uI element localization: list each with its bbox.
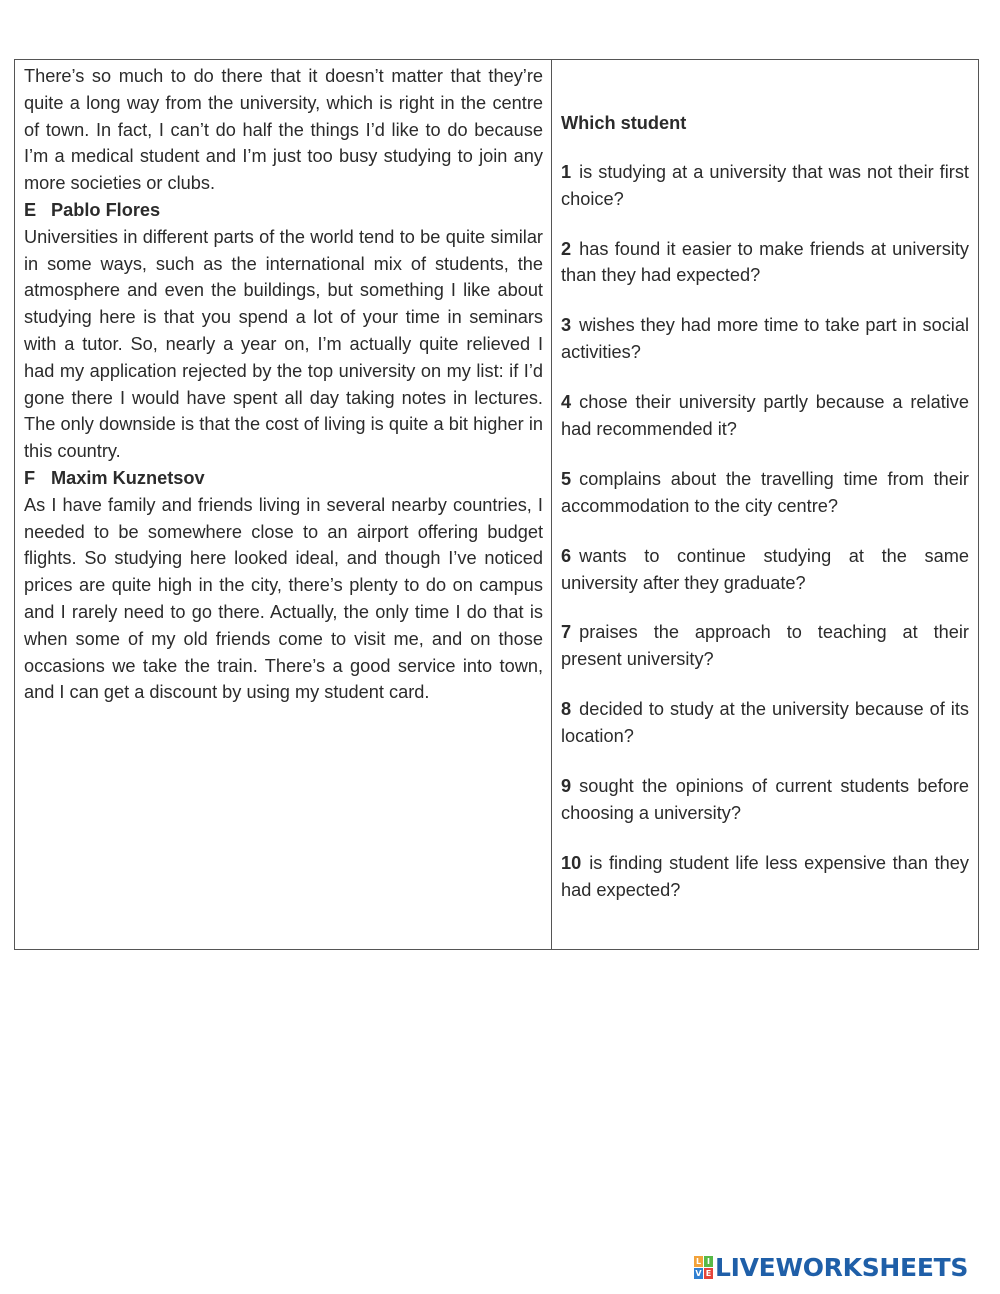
reading-table [14,59,979,950]
question-4 [561,389,969,443]
question-number: 4 [561,392,572,413]
question-3 [561,312,969,366]
question-text: complains about the travelling time from their accommodation to the city centre? [561,468,969,516]
questions-column [552,60,978,949]
question-text: decided to study at the university because of its location? [561,699,969,747]
speaker-e-name: Pablo Flores [51,199,161,220]
logo-mark-l: L [695,1257,702,1266]
question-number: 6 [561,545,572,566]
intro-paragraph: There’s so much to do there that it doesn’t matter that they’re quite a long way from the university, which is right in the centre of town. In fact, I can’t do half the things I’d like to do because I’m a medical student and I’m just too busy studying to join any more societies or clubs. [24,66,543,194]
question-number: 10 [561,852,582,873]
question-5 [561,466,969,520]
question-text: chose their university partly because a relative had recommended it? [561,392,969,439]
question-2 [561,236,969,290]
liveworksheets-logo-text: LIVEWORKSHEETS [715,1253,969,1282]
question-text: is studying at a university that was not their first choice? [561,161,969,209]
speaker-f-letter: F [24,467,36,488]
question-number: 5 [561,468,572,489]
question-text: wants to continue studying at the same university after they graduate? [561,545,969,593]
questions-heading: Which student [561,113,687,133]
speaker-e-text: Universities in different parts of the world tend to be quite similar in some ways, such as the international mix of students, the atmosphere and even the buildings, but something I like about studying here is that you spend a lot of your time in seminars with a tutor. So, nearly a year on, I’m actually quite relieved I had my application rejected by the top university on my list: if I’d gone there I would have spent all day taking notes in lectures. The only downside is that the cost of living is quite a bit higher in this country. [24,226,543,462]
question-7 [561,619,969,673]
question-text: has found it easier to make friends at university than they had expected? [561,238,969,286]
reading-passage-column [15,60,552,949]
liveworksheets-logo [694,1253,968,1282]
question-9 [561,773,969,827]
question-6 [561,543,969,597]
speaker-f-text: As I have family and friends living in several nearby countries, I needed to be somewhere close to an airport offering budget flights. So studying here looked ideal, and though I’ve noticed prices are quite high in the city, there’s plenty to do on campus and I rarely need to go there. Actually, the only time I do that is when some of my old friends come to visit me, and on those occasions we take the train. There’s a good service into town, and I can get a discount by using my student card. [24,494,543,703]
speaker-f-name: Maxim Kuznetsov [51,467,205,488]
question-number: 8 [561,699,572,720]
speaker-e-heading [24,197,543,224]
liveworksheets-logo-icon [694,1256,713,1279]
question-number: 9 [561,776,572,797]
question-number: 3 [561,315,572,336]
question-text: wishes they had more time to take part in social activities? [561,315,969,363]
question-number: 1 [561,161,572,182]
speaker-f-heading [24,465,543,492]
question-1 [561,159,969,213]
question-text: is finding student life less expensive than they had expected? [561,852,969,900]
question-number: 2 [561,238,572,259]
question-number: 7 [561,622,572,643]
logo-mark-i: I [704,1256,713,1267]
speaker-e-letter: E [24,199,37,220]
question-8 [561,696,969,750]
logo-mark-v: V [695,1269,702,1278]
question-text: sought the opinions of current students before choosing a university? [561,776,969,823]
question-text: praises the approach to teaching at their present university? [561,622,969,670]
question-10 [561,850,969,904]
logo-mark-e: E [705,1269,712,1278]
